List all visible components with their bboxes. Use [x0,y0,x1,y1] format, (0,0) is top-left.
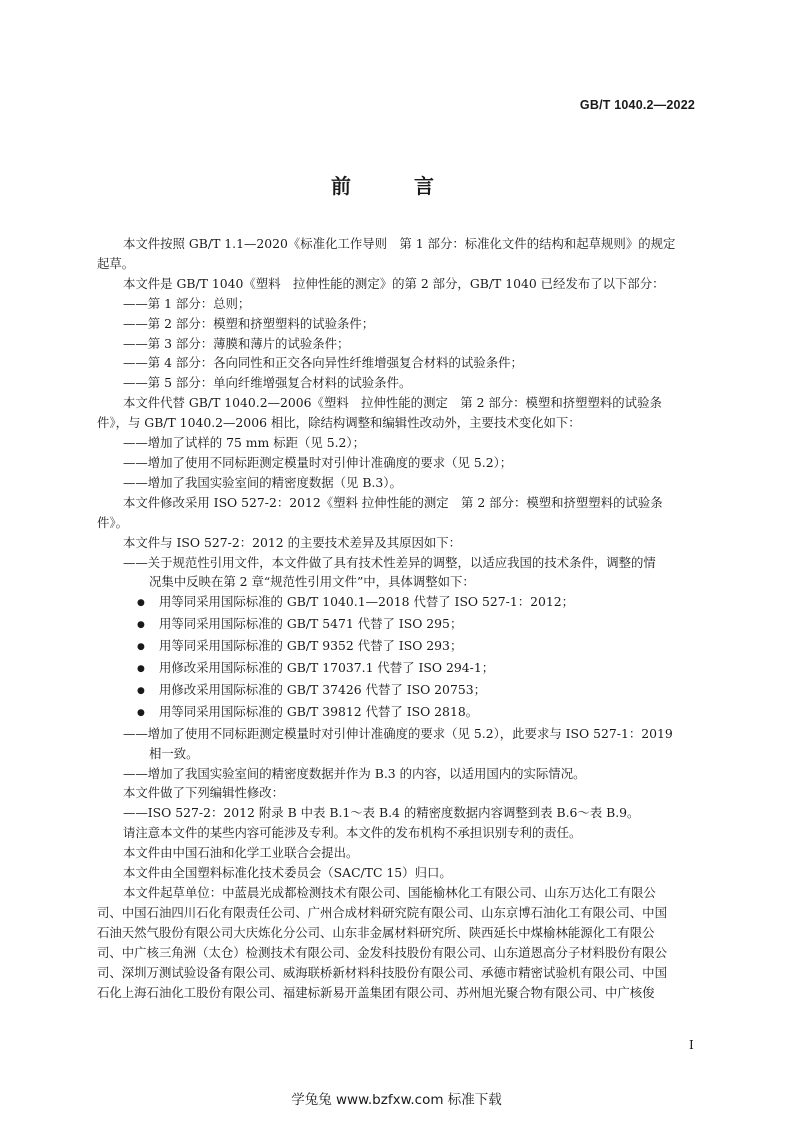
bullet-item: ● 用等同采用国际标准的 GB/T 1040.1—2018 代替了 ISO 527-1：2012； [97,592,701,614]
paragraph-line: 本文件修改采用 ISO 527-2：2012《塑料 拉伸性能的测定 第 2 部分：模塑和挤塑塑料的试验条 [123,494,663,510]
paragraph-line: 本文件按照 GB/T 1.1—2020《标准化工作导则 第 1 部分：标准化文件的结构和起草规则》的规定 [123,236,676,251]
dash-list-item: ——增加了试样的 75 mm 标距（见 5.2）； [123,435,365,451]
dash-list-item: ——第 3 部分：薄膜和薄片的试验条件； [123,335,350,351]
paragraph-line: 本文件由中国石油和化学工业联合会提出。 [123,845,359,861]
paragraph-line: 本文件由全国塑料标准化技术委员会（SAC/TC 15）归口。 [123,865,452,881]
dash-list-item: ——第 5 部分：单向纤维增强复合材料的试验条件。 [123,375,412,391]
paragraph-line: 本文件与 ISO 527-2：2012 的主要技术差异及其原因如下： [123,534,462,550]
paragraph-line: 本文件起草单位：中蓝晨光成都检测技术有限公司、国能榆林化工有限公司、山东万达化工有限公 [123,885,656,900]
dash-list-item: ——ISO 527-2：2012 附录 B 中表 B.1～表 B.4 的精密度数据内容调整到表 B.6～表 B.9。 [123,805,640,821]
paragraph-line: 件》，与 GB/T 1040.2—2006 相比，除结构调整和编辑性改动外，主要技术变化如下： [97,415,581,431]
paragraph-line: 本文件是 GB/T 1040《塑料 拉伸性能的测定》的第 2 部分，GB/T 1040 已经发布了以下部分： [123,275,665,291]
paragraph-line: 起草。 [97,255,135,271]
paragraph-line: 本文件做了下列编辑性修改： [123,785,285,801]
paragraph-line: 况集中反映在第 2 章“规范性引用文件”中，具体调整如下： [149,574,475,590]
paragraph-line: 司、中广核三角洲（太仓）检测技术有限公司、金发科技股份有限公司、山东道恩高分子材料股份有限公 [97,944,667,960]
bullet-item: ● 用等同采用国际标准的 GB/T 39812 代替了 ISO 2818。 [97,702,701,724]
bullet-item: ● 用等同采用国际标准的 GB/T 9352 代替了 ISO 293； [97,636,701,658]
footer-watermark: 学兔兔 www.bzfxw.com 标准下载 [291,1092,502,1108]
paragraph-line: 请注意本文件的某些内容可能涉及专利。本文件的发布机构不承担识别专利的责任。 [123,825,582,841]
bullet-item: ● 用修改采用国际标准的 GB/T 17037.1 代替了 ISO 294-1； [97,658,701,680]
dash-list-item: ——增加了使用不同标距测定模量时对引伸计准确度的要求（见 5.2）； [123,454,513,470]
dash-list-item: ——增加了我国实验室间的精密度数据并作为 B.3 的内容，以适用国内的实际情况。 [123,765,586,781]
paragraph-line: 石油天然气股份有限公司大庆炼化分公司、山东非金属材料研究所、陕西延长中煤榆林能源化工有限公 [97,924,655,940]
bullet-item: ● 用等同采用国际标准的 GB/T 5471 代替了 ISO 295； [97,614,701,636]
paragraph-line: 相一致。 [149,745,199,761]
dash-list-item: ——关于规范性引用文件，本文件做了具有技术性差异的调整，以适应我国的技术条件，调整的情 [123,554,656,570]
bullet-item: ● 用修改采用国际标准的 GB/T 37426 代替了 ISO 20753； [97,680,701,702]
dash-list-item: ——增加了使用不同标距测定模量时对引伸计准确度的要求（见 5.2），此要求与 ISO 527-1：2019 [123,725,673,741]
dash-list-item: ——第 1 部分：总则； [123,295,251,311]
dash-list-item: ——第 4 部分：各向同性和正交各向异性纤维增强复合材料的试验条件； [123,355,523,371]
page-title: 前 言 [331,174,462,198]
document-body [97,234,701,1002]
paragraph-line: 件》。 [97,514,128,530]
paragraph-line: 石化上海石油化工股份有限公司、福建标新易开盖集团有限公司、苏州旭光聚合物有限公司、中广核俊 [97,984,655,1000]
paragraph-line: 司、中国石油四川石化有限责任公司、广州合成材料研究院有限公司、山东京博石油化工有限公司、中国 [97,904,667,920]
dash-list-item: ——增加了我国实验室间的精密度数据（见 B.3）。 [123,474,402,490]
standard-code: GB/T 1040.2—2022 [579,98,695,112]
paragraph-line: 司、深圳万测试验设备有限公司、威海联桥新材料科技股份有限公司、承德市精密试验机有限公司、中国 [97,964,667,980]
dash-list-item: ——第 2 部分：模塑和挤塑塑料的试验条件； [123,315,375,331]
page-number: I [689,1038,694,1052]
paragraph-line: 本文件代替 GB/T 1040.2—2006《塑料 拉伸性能的测定 第 2 部分：模塑和挤塑塑料的试验条 [123,395,662,411]
